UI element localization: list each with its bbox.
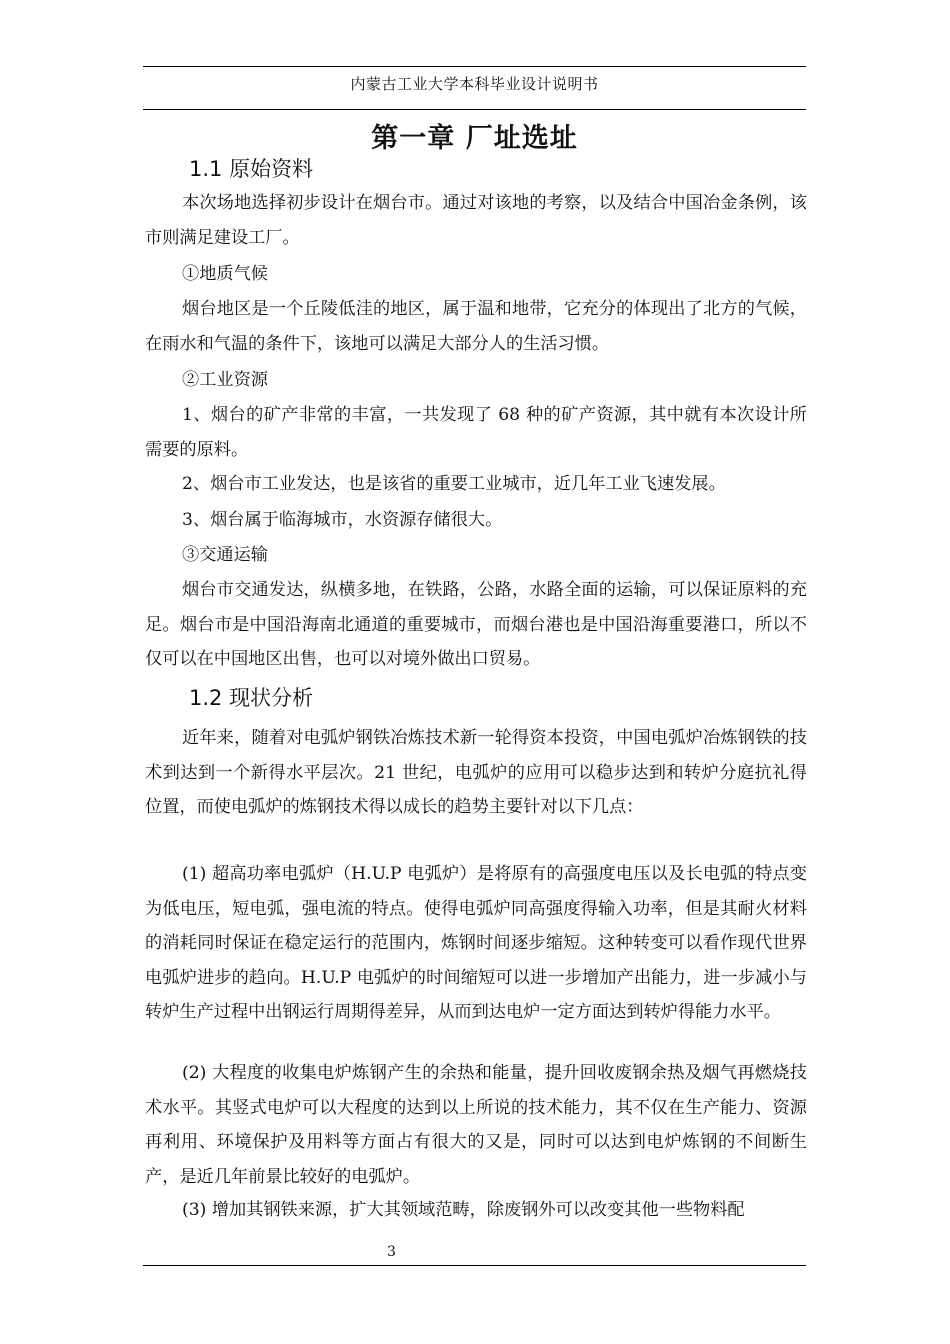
chapter-title: 第一章 厂址选址 <box>371 123 578 154</box>
paragraph-transportation: 烟台市交通发达，纵横多地，在铁路，公路，水路全面的运输，可以保证原料的充足。烟台市是中国沿海南北通道的重要城市，而烟台港也是中国沿海重要港口，所以不仅可以在中国地区出售，也可以对境外做出口贸易。 <box>145 580 807 669</box>
list-item-water-resources: 3、烟台属于临海城市，水资源存储很大。 <box>182 510 503 530</box>
subheading-industrial-resources: ②工业资源 <box>182 370 268 390</box>
section-heading-1-1: 1.1 原始资料 <box>189 157 314 181</box>
paragraph-status-intro: 近年来，随着对电弧炉钢铁冶炼技术新一轮得资本投资，中国电弧炉冶炼钢铁的技术到达到一个新得水平层次。21 世纪，电弧炉的应用可以稳步达到和转炉分庭抗礼得位置，而使电弧炉的炼钢技术得以成长的趋势主要针对以下几点： <box>145 728 807 817</box>
subheading-geology-climate: ①地质气候 <box>182 264 268 284</box>
running-header: 内蒙古工业大学本科毕业设计说明书 <box>350 75 599 93</box>
paragraph-geology-climate: 烟台地区是一个丘陵低洼的地区，属于温和地带，它充分的体现出了北方的气候，在雨水和气温的条件下，该地可以满足大部分人的生活习惯。 <box>145 299 807 354</box>
paragraph-point-1: (1) 超高功率电弧炉（H.U.P 电弧炉）是将原有的高强度电压以及长电弧的特点变为低电压，短电弧，强电流的特点。使得电弧炉同高强度得输入功率，但是其耐火材料的消耗同时保证在稳定运行的范围内，炼钢时间逐步缩短。这种转变可以看作现代世界电弧炉进步的趋向。H.U.P 电弧炉的时间缩短可以进一步增加产出能力，进一步减小与转炉生产过程中出钢运行周期得差异，从而到达电炉一定方面达到转炉得能力水平。 <box>145 864 807 1022</box>
list-item-mineral-resources: 1、烟台的矿产非常的丰富，一共发现了 68 种的矿产资源，其中就有本次设计所需要的原料。 <box>145 405 807 460</box>
page-number: 3 <box>387 1244 396 1260</box>
list-item-industry: 2、烟台市工业发达，也是该省的重要工业城市，近几年工业飞速发展。 <box>182 474 726 494</box>
header-bottom-rule <box>143 109 806 110</box>
header-top-rule <box>143 66 806 67</box>
subheading-transportation: ③交通运输 <box>182 545 268 565</box>
paragraph-site-intro: 本次场地选择初步设计在烟台市。通过对该地的考察，以及结合中国冶金条例，该市则满足建设工厂。 <box>145 193 807 248</box>
paragraph-point-2: (2) 大程度的收集电炉炼钢产生的余热和能量，提升回收废钢余热及烟气再燃烧技术水平。其竖式电炉可以大程度的达到以上所说的技术能力，其不仅在生产能力、资源再利用、环境保护及用料等方面占有很大的又是，同时可以达到电炉炼钢的不间断生产，是近几年前景比较好的电弧炉。 <box>145 1063 807 1187</box>
footer-rule <box>143 1265 806 1266</box>
section-heading-1-2: 1.2 现状分析 <box>189 686 314 710</box>
paragraph-point-3: (3) 增加其钢铁来源，扩大其领域范畴，除废钢外可以改变其他一些物料配 <box>182 1200 745 1220</box>
